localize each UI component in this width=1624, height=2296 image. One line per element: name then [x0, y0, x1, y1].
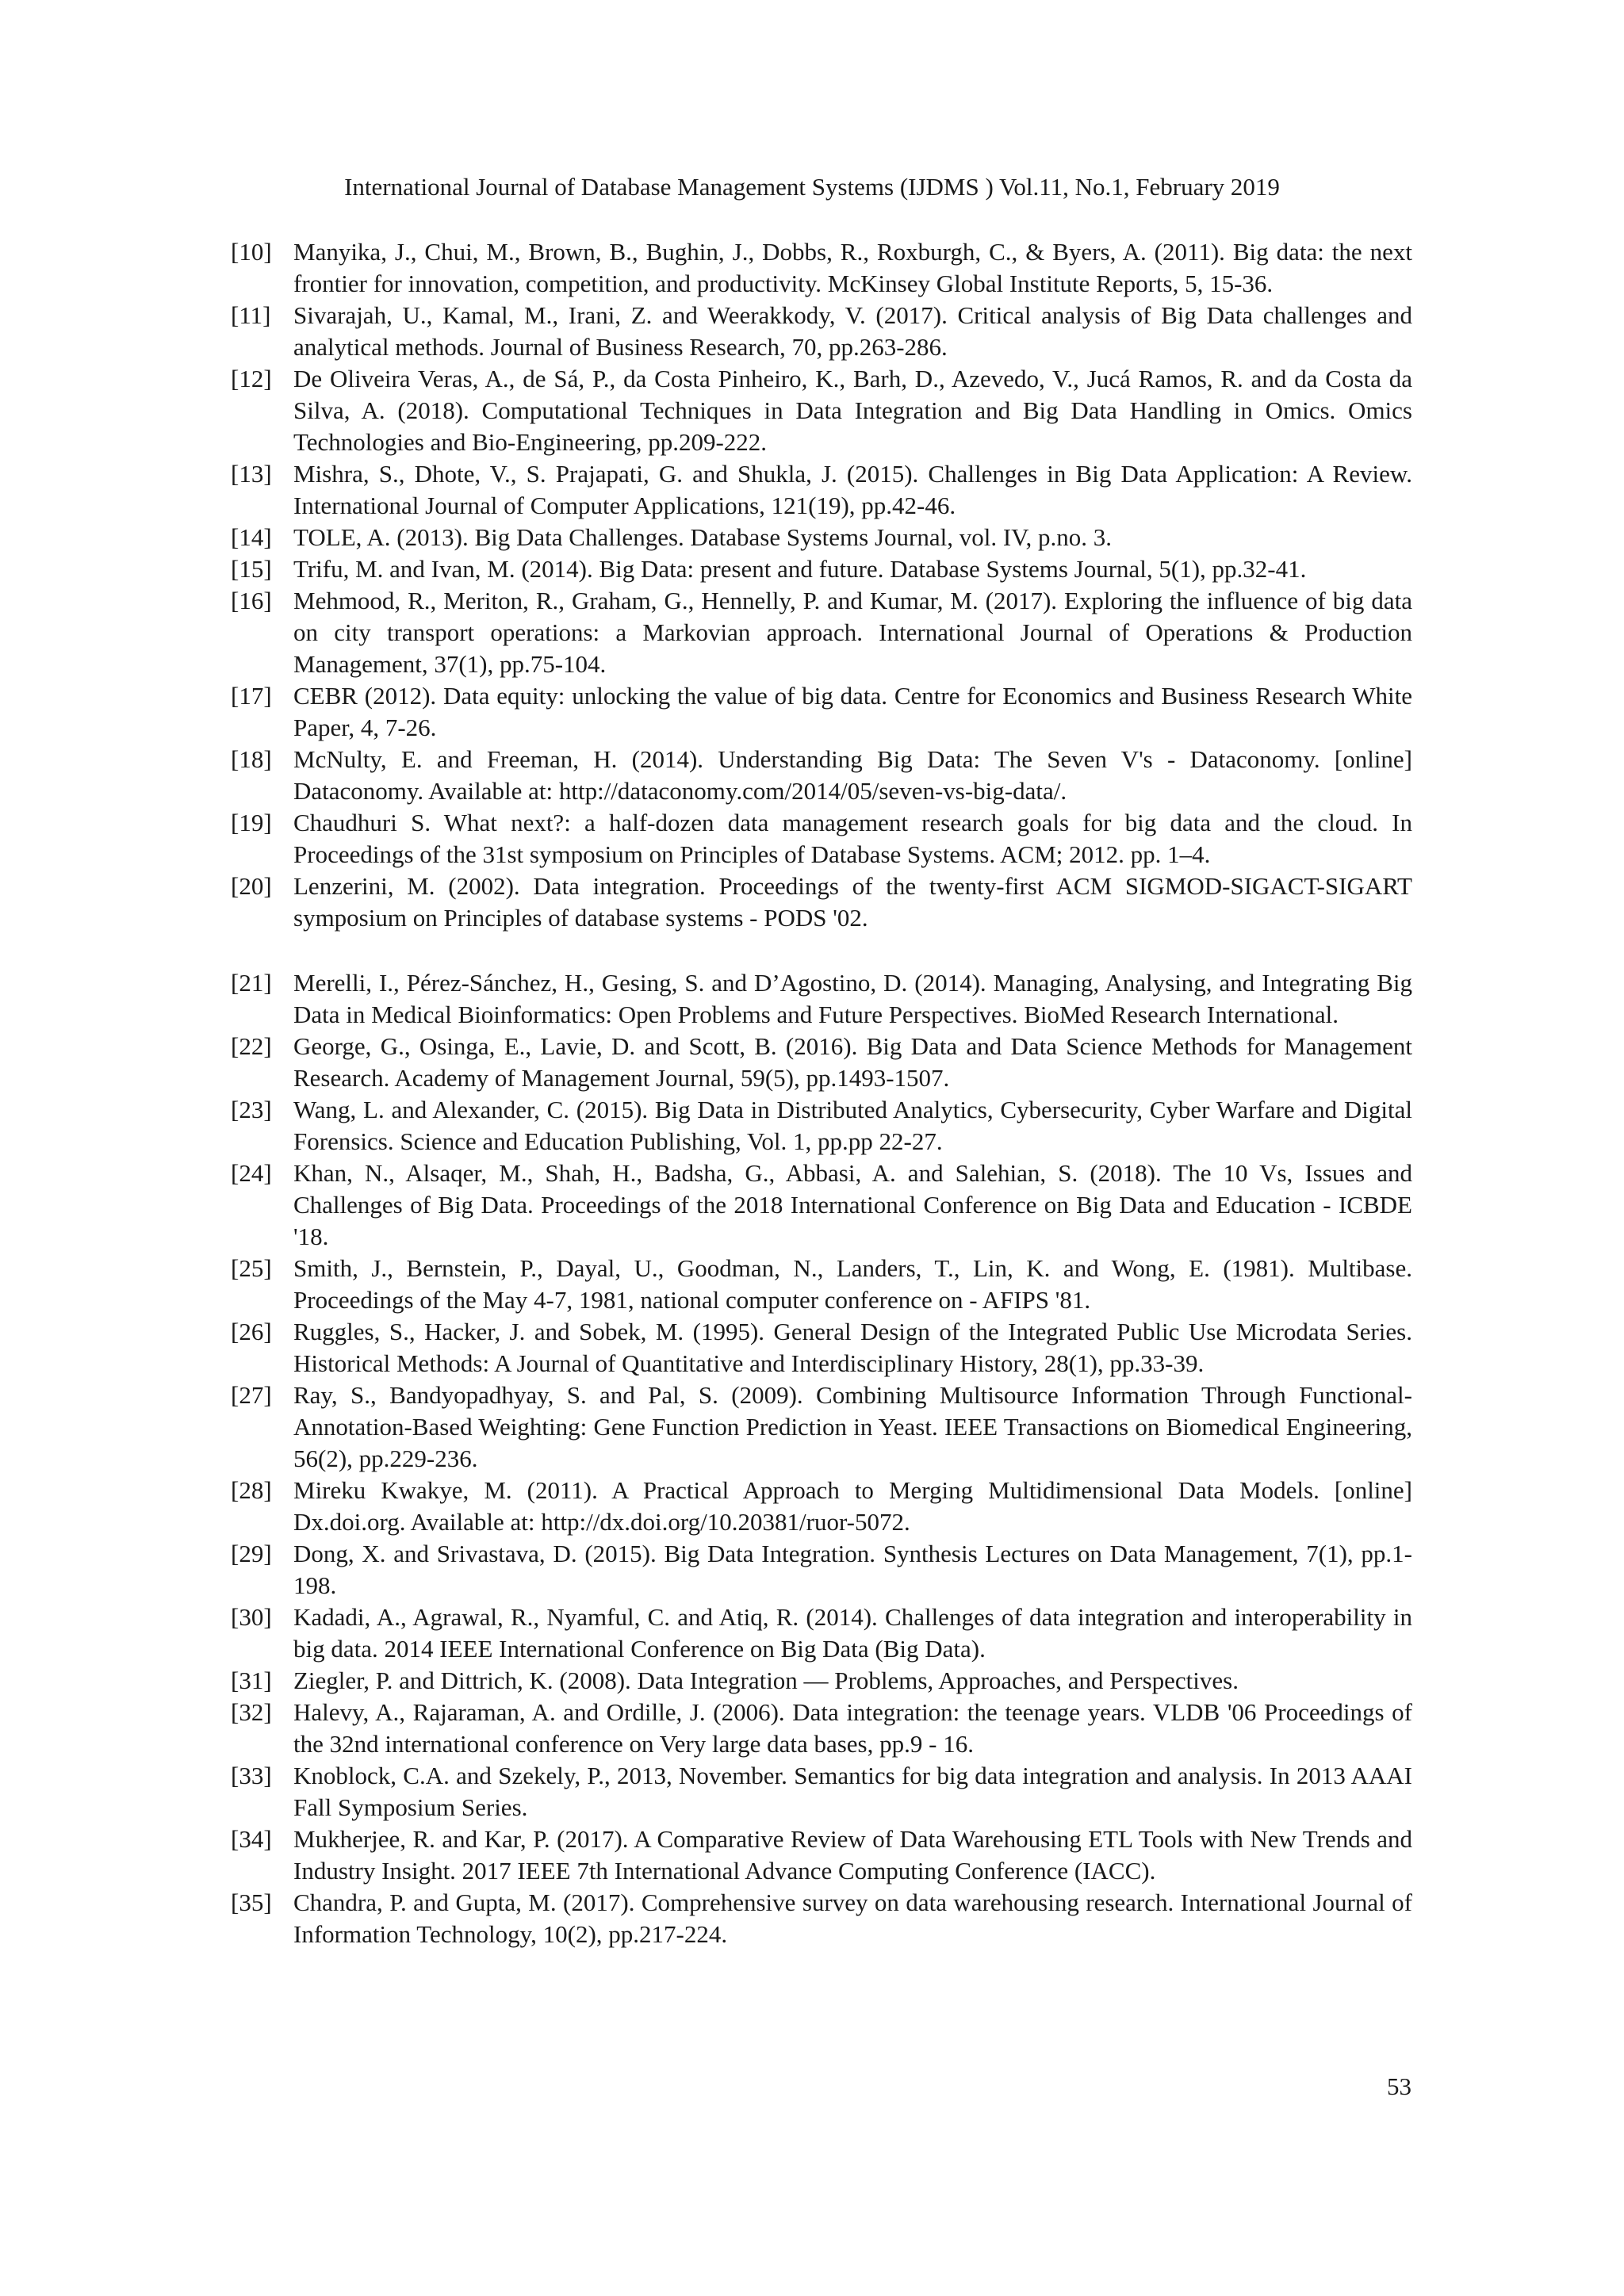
reference-number: [20] — [231, 872, 272, 900]
reference-number: [17] — [231, 682, 272, 710]
reference-item — [231, 871, 1412, 934]
reference-item — [231, 744, 1412, 807]
reference-item — [231, 1380, 1412, 1475]
reference-text: CEBR (2012). Data equity: unlocking the value of big data. Centre for Economics and Business Research White Paper, 4, 7-26. — [293, 682, 1412, 741]
reference-text: Halevy, A., Rajaraman, A. and Ordille, J. (2006). Data integration: the teenage years. VLDB '06 Proceedings of the 32nd international conference on Very large data bases, pp.9 - 16. — [293, 1698, 1412, 1758]
reference-number: [18] — [231, 745, 272, 773]
reference-text: Kadadi, A., Agrawal, R., Nyamful, C. and Atiq, R. (2014). Challenges of data integration and interoperability in big data. 2014 IEEE International Conference on Big Data (Big Data). — [293, 1603, 1412, 1663]
reference-item — [231, 967, 1412, 1031]
reference-number: [14] — [231, 523, 272, 551]
reference-text: Sivarajah, U., Kamal, M., Irani, Z. and Weerakkody, V. (2017). Critical analysis of Big Data challenges and analytical methods. Journal of Business Research, 70, pp.263-286. — [293, 301, 1412, 361]
reference-item — [231, 1031, 1412, 1094]
reference-item — [231, 1538, 1412, 1601]
reference-item — [231, 807, 1412, 871]
reference-number: [26] — [231, 1318, 272, 1345]
reference-number: [21] — [231, 969, 272, 997]
reference-text: Trifu, M. and Ivan, M. (2014). Big Data: present and future. Database Systems Journal, 5(1), pp.32-41. — [293, 555, 1307, 583]
reference-list — [231, 236, 1412, 1950]
reference-item — [231, 363, 1412, 458]
reference-text: Knoblock, C.A. and Szekely, P., 2013, November. Semantics for big data integration and analysis. In 2013 AAAI Fall Symposium Series. — [293, 1762, 1412, 1821]
reference-item — [231, 1475, 1412, 1538]
reference-number: [19] — [231, 809, 272, 836]
reference-text: Ray, S., Bandyopadhyay, S. and Pal, S. (2009). Combining Multisource Information Through Functional-Annotation-Based Weighting: Gene Function Prediction in Yeast. IEEE Transactions on Biomedical Engineering, 56(2), pp.229-236. — [293, 1381, 1412, 1472]
reference-number: [13] — [231, 460, 272, 488]
reference-text: Dong, X. and Srivastava, D. (2015). Big Data Integration. Synthesis Lectures on Data Management, 7(1), pp.1-198. — [293, 1540, 1412, 1599]
reference-item — [231, 1697, 1412, 1760]
reference-text: McNulty, E. and Freeman, H. (2014). Understanding Big Data: The Seven V's - Dataconomy. [online] Dataconomy. Available at: http://dataconomy.com/2014/05/seven-vs-big-data/. — [293, 745, 1412, 805]
reference-text: Chaudhuri S. What next?: a half-dozen data management research goals for big data and the cloud. In Proceedings of the 31st symposium on Principles of Database Systems. ACM; 2012. pp. 1–4. — [293, 809, 1412, 868]
reference-number: [33] — [231, 1762, 272, 1789]
running-header: International Journal of Database Management Systems (IJDMS ) Vol.11, No.1, February 2019 — [344, 173, 1280, 201]
reference-item — [231, 1887, 1412, 1950]
reference-number: [32] — [231, 1698, 272, 1726]
reference-item — [231, 1316, 1412, 1380]
reference-number: [25] — [231, 1254, 272, 1282]
reference-number: [15] — [231, 555, 272, 583]
reference-text: George, G., Osinga, E., Lavie, D. and Scott, B. (2016). Big Data and Data Science Methods for Management Research. Academy of Management Journal, 59(5), pp.1493-1507. — [293, 1032, 1412, 1092]
reference-text: De Oliveira Veras, A., de Sá, P., da Costa Pinheiro, K., Barh, D., Azevedo, V., Jucá Ramos, R. and da Costa da Silva, A. (2018). Computational Techniques in Data Integration and Big Data Handling in Omics. Omics Technologies and Bio-Engineering, pp.209-222. — [293, 365, 1412, 456]
reference-item — [231, 522, 1412, 553]
reference-text: Merelli, I., Pérez-Sánchez, H., Gesing, S. and D’Agostino, D. (2014). Managing, Analysing, and Integrating Big Data in Medical Bioinformatics: Open Problems and Future Perspectives. BioMed Research International. — [293, 969, 1412, 1028]
reference-text: Chandra, P. and Gupta, M. (2017). Comprehensive survey on data warehousing research. International Journal of Information Technology, 10(2), pp.217-224. — [293, 1888, 1412, 1948]
reference-item — [231, 680, 1412, 744]
reference-text: TOLE, A. (2013). Big Data Challenges. Database Systems Journal, vol. IV, p.no. 3. — [293, 523, 1113, 551]
reference-text: Mireku Kwakye, M. (2011). A Practical Approach to Merging Multidimensional Data Models. [online] Dx.doi.org. Available at: http://dx.doi.org/10.20381/ruor-5072. — [293, 1476, 1412, 1536]
reference-number: [29] — [231, 1540, 272, 1567]
reference-item — [231, 236, 1412, 300]
reference-number: [11] — [231, 301, 271, 329]
reference-item — [231, 1601, 1412, 1665]
reference-number: [34] — [231, 1825, 272, 1853]
reference-number: [28] — [231, 1476, 272, 1504]
reference-text: Wang, L. and Alexander, C. (2015). Big Data in Distributed Analytics, Cybersecurity, Cyber Warfare and Digital Forensics. Science and Education Publishing, Vol. 1, pp.pp 22-27. — [293, 1096, 1412, 1155]
reference-number: [12] — [231, 365, 272, 392]
reference-number: [10] — [231, 238, 272, 266]
reference-text: Ruggles, S., Hacker, J. and Sobek, M. (1995). General Design of the Integrated Public Use Microdata Series. Historical Methods: A Journal of Quantitative and Interdisciplinary History, 28(1), pp.33-39. — [293, 1318, 1412, 1377]
reference-number: [31] — [231, 1667, 272, 1694]
reference-text: Khan, N., Alsaqer, M., Shah, H., Badsha, G., Abbasi, A. and Salehian, S. (2018). The 10 Vs, Issues and Challenges of Big Data. Proceedings of the 2018 International Conference on Big Data and Education - ICBDE '18. — [293, 1159, 1412, 1250]
reference-item — [231, 1823, 1412, 1887]
reference-item — [231, 1665, 1412, 1697]
reference-item — [231, 1253, 1412, 1316]
reference-item — [231, 1094, 1412, 1158]
reference-item — [231, 300, 1412, 363]
reference-number: [35] — [231, 1888, 272, 1916]
reference-text: Manyika, J., Chui, M., Brown, B., Bughin, J., Dobbs, R., Roxburgh, C., & Byers, A. (2011). Big data: the next frontier for innovation, competition, and productivity. McKinsey Global Institute Reports, 5, 15-36. — [293, 238, 1412, 297]
reference-item — [231, 585, 1412, 680]
reference-number: [23] — [231, 1096, 272, 1123]
reference-item — [231, 553, 1412, 585]
reference-number: [24] — [231, 1159, 272, 1187]
reference-text: Lenzerini, M. (2002). Data integration. Proceedings of the twenty-first ACM SIGMOD-SIGACT-SIGART symposium on Principles of database systems - PODS '02. — [293, 872, 1412, 932]
reference-text: Ziegler, P. and Dittrich, K. (2008). Data Integration — Problems, Approaches, and Perspectives. — [293, 1667, 1239, 1694]
reference-text: Mishra, S., Dhote, V., S. Prajapati, G. and Shukla, J. (2015). Challenges in Big Data Application: A Review. International Journal of Computer Applications, 121(19), pp.42-46. — [293, 460, 1412, 519]
reference-item — [231, 458, 1412, 522]
reference-number: [22] — [231, 1032, 272, 1060]
reference-item — [231, 1158, 1412, 1253]
reference-number: [16] — [231, 587, 272, 614]
reference-number: [27] — [231, 1381, 272, 1409]
page-number: 53 — [1387, 2072, 1411, 2100]
reference-number: [30] — [231, 1603, 272, 1631]
reference-text: Mehmood, R., Meriton, R., Graham, G., Hennelly, P. and Kumar, M. (2017). Exploring the influence of big data on city transport operations: a Markovian approach. International Journal of Operations & Production Management, 37(1), pp.75-104. — [293, 587, 1412, 678]
reference-text: Mukherjee, R. and Kar, P. (2017). A Comparative Review of Data Warehousing ETL Tools with New Trends and Industry Insight. 2017 IEEE 7th International Advance Computing Conference (IACC). — [293, 1825, 1412, 1885]
reference-item — [231, 1760, 1412, 1823]
reference-text: Smith, J., Bernstein, P., Dayal, U., Goodman, N., Landers, T., Lin, K. and Wong, E. (1981). Multibase. Proceedings of the May 4-7, 1981, national computer conference on - AFIPS '81. — [293, 1254, 1412, 1314]
